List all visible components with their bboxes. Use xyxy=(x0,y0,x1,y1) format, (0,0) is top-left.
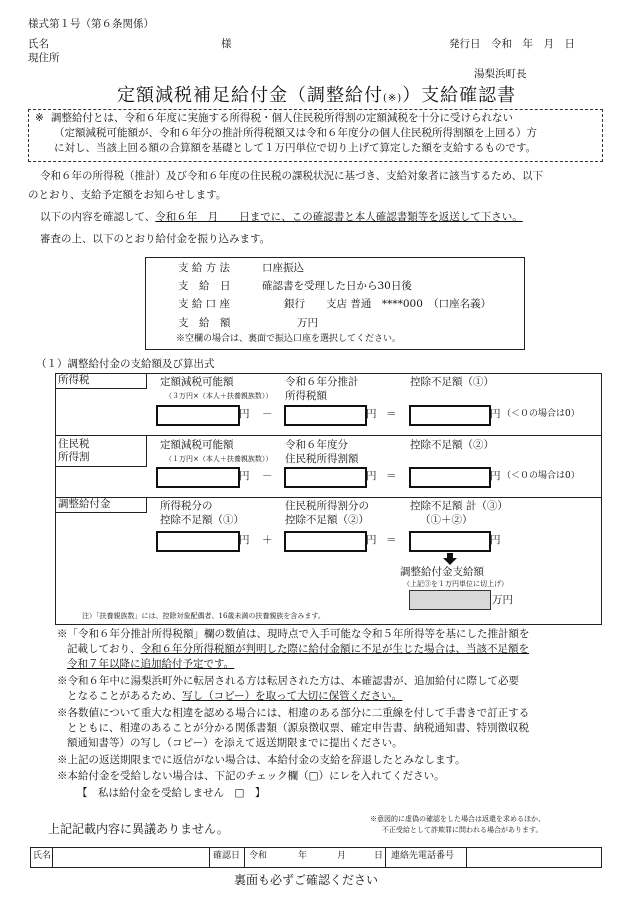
title-note-mark: (※) xyxy=(383,93,403,104)
deduction-shortfall-2-input[interactable] xyxy=(409,467,491,488)
col-heading: 令和６年度分 xyxy=(285,439,348,451)
year-label: 年 xyxy=(298,851,308,861)
resident-tax-label: 所得割 xyxy=(58,451,90,463)
payout-amount-field[interactable] xyxy=(409,590,491,610)
note-prefix: となることがあるため、 xyxy=(67,690,183,702)
intro-text: 審査の上、以下のとおり給付金を振り込みます。 xyxy=(40,233,271,245)
return-instruction xyxy=(40,211,523,225)
resident-tax-label: 住民税 xyxy=(58,438,90,450)
honorific: 様 xyxy=(221,38,232,50)
fixed-reduction-resident-input[interactable] xyxy=(156,467,240,488)
payment-method-value: 口座振込 xyxy=(262,262,304,274)
shortfall-2-carry-input[interactable] xyxy=(284,531,367,552)
payment-date-label: 支 給 日 xyxy=(178,280,231,292)
resident-tax-amount-input[interactable] xyxy=(284,467,367,488)
address-label: 現住所 xyxy=(28,52,60,64)
title-tail: ）支給確認書 xyxy=(402,85,517,106)
col-heading: 控除不足額（①） xyxy=(410,376,494,388)
warning-text: ※意図的に虚偽の確認をした場合は返還を求めるほか、 xyxy=(370,815,545,823)
col-heading: （①＋②） xyxy=(420,514,473,526)
col-note: （３万円×（本人＋扶養親族数）） xyxy=(165,392,273,400)
return-deadline: 令和６年 月 日までに、この確認書と本人確認書類等を返送して下さい。 xyxy=(155,211,523,223)
col-heading: 定額減税可能額 xyxy=(160,376,234,388)
instruction-prefix: 以下の内容を確認して、 xyxy=(40,211,156,223)
note-prefix: 記載しており、 xyxy=(67,643,141,655)
signature-row xyxy=(30,847,602,868)
minus-sign: － xyxy=(262,408,273,420)
payment-date-value: 確認書を受理した日から30日後 xyxy=(262,280,412,292)
cell-divider xyxy=(209,847,210,867)
notice-line: に対し、当該上回る額の合算額を基礎として１万円単位で切り上げて算定した額を支給するものです。 xyxy=(54,142,537,154)
name-label: 氏名 xyxy=(28,38,49,50)
col-heading: 所得税分の xyxy=(160,500,213,512)
payout-note: （上記③を１万円単位に切上げ） xyxy=(403,580,508,588)
payment-amount-label: 支 給 額 xyxy=(178,317,231,329)
note-line xyxy=(67,690,402,704)
payout-label: 調整給付金支給額 xyxy=(400,566,484,578)
form-number: 様式第１号（第６条関係） xyxy=(28,18,154,30)
col-heading: 定額減税可能額 xyxy=(160,439,234,451)
estimated-income-tax-input[interactable] xyxy=(284,405,367,426)
decline-checkbox-line[interactable]: 【 私は給付金を受給しません □ 】 xyxy=(77,787,266,799)
payment-note: ※空欄の場合は、裏面で振込口座を選択してください。 xyxy=(176,334,402,344)
payment-method-label: 支 給 方 法 xyxy=(178,262,231,274)
adjustment-label: 調整給付金 xyxy=(58,498,111,510)
cell-divider xyxy=(52,847,53,867)
mayor-name: 湯梨浜町長 xyxy=(474,68,527,80)
yen-unit: 円 xyxy=(239,470,250,482)
warning-text: 不正受給として詐欺罪に問われる場合があります。 xyxy=(382,826,543,834)
payment-account-label: 支 給 口 座 xyxy=(178,298,231,310)
col-heading: 住民税所得割額 xyxy=(285,453,359,465)
note-line: とともに、相違のあることが分かる関係書類（源泉徴収票、確定申告書、納税通知書、特別徴収税 xyxy=(67,722,529,734)
equals-sign: ＝ xyxy=(386,408,397,420)
signature-name-label: 氏名 xyxy=(33,851,52,861)
note-underlined: 令和６年分所得税額が判明した際に給付金額に不足が生じた場合は、当該不足額を xyxy=(140,643,529,655)
confirmation-statement: 上記記載内容に異議ありません。 xyxy=(48,822,229,836)
note-line xyxy=(67,643,529,657)
payment-account-value: 銀行 支店 普通 ****000 （口座名義） xyxy=(284,298,492,310)
col-heading: 控除不足額 計（③） xyxy=(410,500,508,512)
yen-unit: 円 xyxy=(490,470,501,482)
issue-date: 発行日 令和 年 月 日 xyxy=(449,38,575,50)
title-main: 定額減税補足給付金（調整給付 xyxy=(117,85,383,106)
col-heading: 控除不足額（②） xyxy=(410,439,494,451)
note-line: 額通知書等）の写し（コピー）を添えて返送期限までに提出ください。 xyxy=(67,737,403,749)
note-line: ※各数値について重大な相違を認める場合には、相違のある部分に二重線を付して手書きで訂正する xyxy=(57,707,530,719)
man-yen-unit: 万円 xyxy=(492,594,513,606)
note-underlined: 写し（コピー）を取って大切に保管ください。 xyxy=(182,690,403,702)
col-heading: 住民税所得割分の xyxy=(285,500,369,512)
payment-amount-value: 万円 xyxy=(297,317,318,329)
plus-sign: ＋ xyxy=(262,534,273,546)
phone-label: 連絡先電話番号 xyxy=(391,851,455,861)
col-heading: 所得税額 xyxy=(285,390,327,402)
note-line: 令和７年以降に追加給付予定です。 xyxy=(67,658,235,670)
fixed-reduction-input[interactable] xyxy=(156,405,240,426)
notice-mark: ※ xyxy=(35,112,44,124)
dependents-footnote: 注）「扶養親族数」には、控除対象配偶者、16歳未満の扶養親族を含みます。 xyxy=(82,612,325,620)
confirm-date-label: 確認日 xyxy=(213,851,241,861)
minus-sign: － xyxy=(262,470,273,482)
cell-divider xyxy=(466,847,467,867)
month-label: 月 xyxy=(337,851,347,861)
col-heading: 令和６年分推計 xyxy=(285,376,359,388)
yen-unit: 円 xyxy=(239,408,250,420)
arrow-down-icon xyxy=(443,553,457,565)
intro-text: 令和６年の所得税（推計）及び令和６年度の住民税の課税状況に基づき、支給対象者に該当するため、以下 xyxy=(40,170,544,182)
intro-text: のとおり、支給予定額をお知らせします。 xyxy=(28,189,227,201)
era-label: 令和 xyxy=(249,851,268,861)
col-note: （１万円×（本人＋扶養親族数）） xyxy=(165,455,273,463)
day-label: 日 xyxy=(374,851,384,861)
notice-line: （定額減税可能額が、令和６年分の推計所得税額又は令和６年度分の個人住民税所得割額を上回る）方 xyxy=(54,127,537,139)
notice-line: 調整給付とは、令和６年度に実施する所得税・個人住民税所得割の定額減税を十分に受けられない xyxy=(51,112,513,124)
note-line: ※令和６年中に湯梨浜町外に転居される方は転居された方は、本確認書が、追加給付に際して必要 xyxy=(57,675,519,687)
note-line: ※「令和６年分推計所得税額」欄の数値は、現時点で入手可能な令和５年所得等を基にした推計額を xyxy=(57,628,530,640)
equals-sign: ＝ xyxy=(386,534,397,546)
equals-sign: ＝ xyxy=(386,470,397,482)
deduction-shortfall-1-input[interactable] xyxy=(409,405,491,426)
yen-unit: 円 xyxy=(366,470,377,482)
yen-unit: 円 xyxy=(366,408,377,420)
col-heading: 控除不足額（①） xyxy=(160,514,244,526)
cell-divider xyxy=(385,847,386,867)
note-line: ※上記の返送期限までに返信がない場合は、本給付金の支給を辞退したとみなします。 xyxy=(57,754,466,766)
col-heading: 控除不足額（②） xyxy=(285,514,369,526)
footer-note: 裏面も必ずご確認ください xyxy=(234,873,379,887)
yen-unit: 円 xyxy=(239,534,250,546)
cell-divider xyxy=(244,847,245,867)
yen-unit: 円 xyxy=(366,534,377,546)
shortfall-1-carry-input[interactable] xyxy=(156,531,240,552)
yen-unit: 円 xyxy=(490,408,501,420)
result-note: （＜０の場合は0） xyxy=(502,409,580,419)
shortfall-total-input[interactable] xyxy=(409,531,491,552)
calc-section-title: （１）調整給付金の支給額及び算出式 xyxy=(36,358,215,370)
page-title xyxy=(117,84,516,107)
income-tax-label: 所得税 xyxy=(58,374,90,386)
note-line: ※本給付金を受給しない場合は、下記のチェック欄（□）にレを入れてください。 xyxy=(57,770,445,782)
yen-unit: 円 xyxy=(490,534,501,546)
result-note: （＜０の場合は0） xyxy=(502,471,580,481)
